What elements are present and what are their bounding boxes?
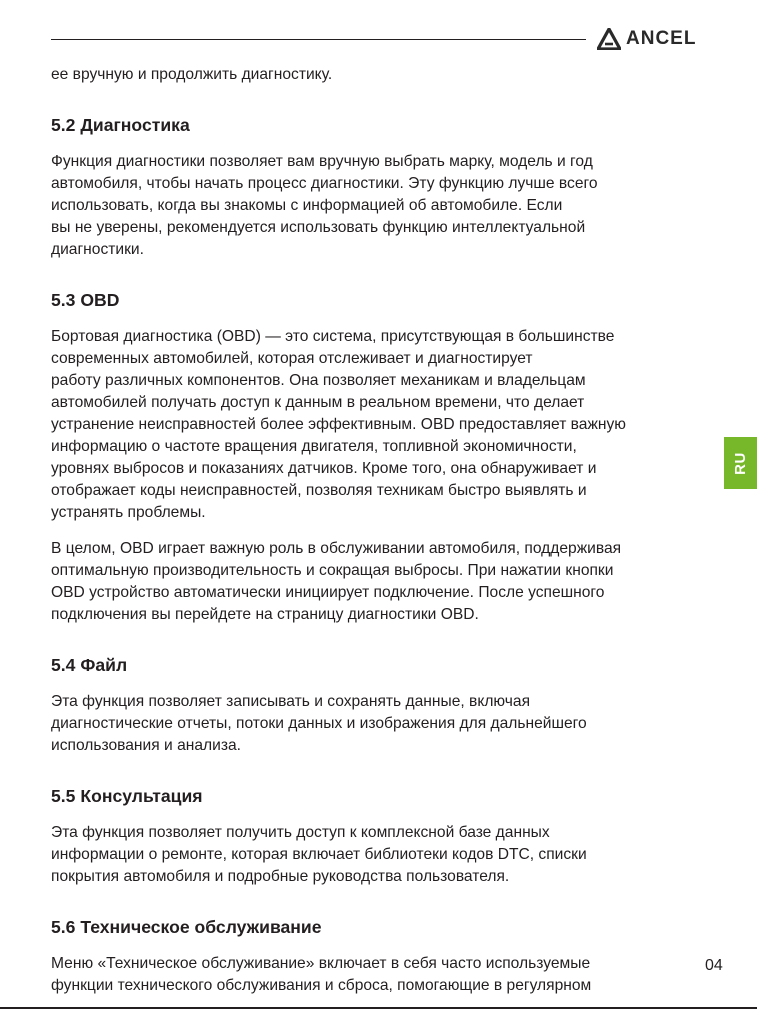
text-line: уровнях выбросов и показаниях датчиков. Кроме того, она обнаруживает и: [51, 460, 597, 477]
page-number: 04: [705, 957, 723, 974]
text-line: В целом, OBD играет важную роль в обслуживании автомобиля, поддерживая: [51, 540, 622, 557]
section-paragraph-obd-2: [51, 538, 716, 626]
section-heading-file: 5.4 Файл: [51, 655, 128, 675]
text-line: информации о ремонте, которая включает библиотеки кодов DTC, списки: [51, 846, 587, 863]
text-line: OBD устройство автоматически инициирует подключение. После успешного: [51, 584, 605, 601]
text-line: Бортовая диагностика (OBD) — это система, присутствующая в большинстве: [51, 328, 615, 345]
language-tab-label: RU: [731, 451, 749, 475]
text-line: подключения вы перейдете на страницу диагностики OBD.: [51, 606, 479, 623]
text-line: отображает коды неисправностей, позволяя техникам быстро выявлять и: [51, 482, 587, 499]
text-line: Функция диагностики позволяет вам вручную выбрать марку, модель и год: [51, 153, 593, 170]
text-line: современных автомобилей, которая отслеживает и диагностирует: [51, 350, 533, 367]
text-line: функции технического обслуживания и сброса, помогающие в регулярном: [51, 977, 592, 994]
section-paragraph-consultation: [51, 822, 716, 888]
language-tab: [724, 437, 757, 489]
text-line: Эта функция позволяет получить доступ к комплексной базе данных: [51, 824, 550, 841]
ancel-logo-icon: [597, 28, 621, 50]
text-line: использовать, когда вы знакомы с информацией об автомобиле. Если: [51, 197, 563, 214]
text-line: устранять проблемы.: [51, 504, 206, 521]
text-line: ее вручную и продолжить диагностику.: [51, 66, 333, 83]
brand-name: ANCEL: [626, 28, 697, 49]
intro-paragraph: [51, 64, 716, 86]
text-line: диагностики.: [51, 241, 144, 258]
section-paragraph-file: [51, 691, 716, 757]
text-line: покрытия автомобиля и подробные руководства пользователя.: [51, 868, 510, 885]
text-line: использования и анализа.: [51, 737, 241, 754]
text-line: устранение неисправностей более эффективным. OBD предоставляет важную: [51, 416, 627, 433]
text-line: диагностические отчеты, потоки данных и изображения для дальнейшего: [51, 715, 587, 732]
text-line: автомобиля, чтобы начать процесс диагностики. Эту функцию лучше всего: [51, 175, 598, 192]
page-content: [51, 64, 716, 997]
section-paragraph-maintenance: [51, 953, 716, 997]
section-paragraph-diagnostics: [51, 151, 716, 261]
section-paragraph-obd-1: [51, 326, 716, 524]
section-heading-consultation: 5.5 Консультация: [51, 786, 203, 806]
text-line: автомобилей получать доступ к данным в реальном времени, что делает: [51, 394, 585, 411]
text-line: оптимальную производительность и сокращая выбросы. При нажатии кнопки: [51, 562, 614, 579]
section-heading-diagnostics: 5.2 Диагностика: [51, 115, 190, 135]
section-heading-obd: 5.3 OBD: [51, 290, 120, 310]
text-line: Меню «Техническое обслуживание» включает в себя часто используемые: [51, 955, 591, 972]
section-heading-maintenance: 5.6 Техническое обслуживание: [51, 917, 322, 937]
text-line: Эта функция позволяет записывать и сохранять данные, включая: [51, 693, 531, 710]
header-rule: [51, 39, 586, 40]
brand-logo: [597, 27, 696, 51]
text-line: работу различных компонентов. Она позволяет механикам и владельцам: [51, 372, 586, 389]
text-line: вы не уверены, рекомендуется использовать функцию интеллектуальной: [51, 219, 586, 236]
text-line: информацию о частоте вращения двигателя, топливной экономичности,: [51, 438, 577, 455]
